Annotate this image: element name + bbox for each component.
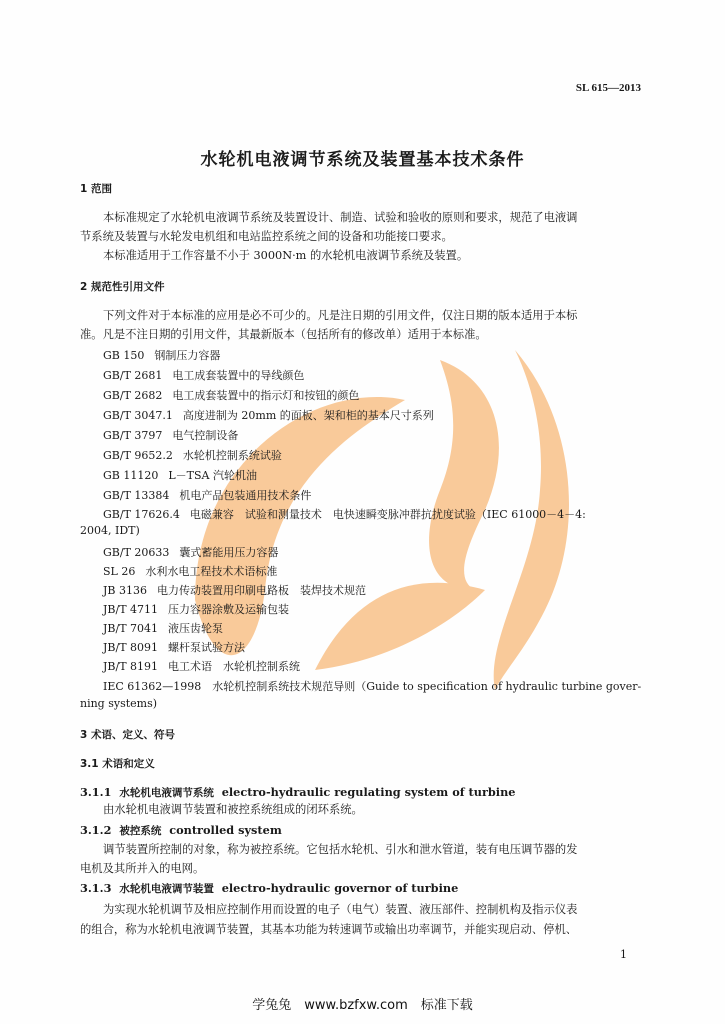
section-1-para-1a: 本标准规定了水轮机电液调节系统及装置设计、制造、试验和验收的原则和要求，规范了电液调 bbox=[103, 211, 578, 224]
section-3-1-heading: 3.1 术语和定义 bbox=[80, 758, 155, 770]
section-2-para-1a: 下列文件对于本标准的应用是必不可少的。凡是注日期的引用文件，仅注日期的版本适用于本标 bbox=[103, 309, 578, 322]
ref-item: JB/T 8091 螺杆泵试验方法 bbox=[103, 641, 246, 654]
page-title: 水轮机电液调节系统及装置基本技术条件 bbox=[200, 150, 525, 170]
site-footer: 学兔兔 www.bzfxw.com 标准下载 bbox=[252, 998, 473, 1013]
ref-item: GB/T 2682 电工成套装置中的指示灯和按钮的颜色 bbox=[103, 389, 360, 402]
ref-item-iec: IEC 61362—1998 水轮机控制系统技术规范导则（Guide to specification of hydraulic turbine gover- bbox=[103, 680, 642, 693]
term-3-1-2-definition-b: 电机及其所并入的电网。 bbox=[80, 862, 205, 875]
section-1-para-2: 本标准适用于工作容量不小于 3000N·m 的水轮机电液调节系统及装置。 bbox=[103, 249, 469, 262]
ref-item: GB 11120 L－TSA 汽轮机油 bbox=[103, 469, 257, 482]
section-2-para-1b: 准。凡是不注日期的引用文件，其最新版本（包括所有的修改单）适用于本标准。 bbox=[80, 328, 487, 341]
ref-item: JB 3136 电力传动装置用印刷电路板 装焊技术规范 bbox=[103, 584, 366, 597]
ref-item: JB/T 8191 电工术语 水轮机控制系统 bbox=[103, 660, 301, 673]
ref-item: SL 26 水利水电工程技术术语标准 bbox=[103, 565, 278, 578]
ref-item: GB/T 2681 电工成套装置中的导线颜色 bbox=[103, 369, 305, 382]
page-number: 1 bbox=[620, 948, 627, 961]
term-3-1-3-definition-b: 的组合，称为水轮机电液调节装置，其基本功能为转速调节或输出功率调节，并能实现启动、停机、 bbox=[80, 923, 578, 936]
ref-item: JB/T 4711 压力容器涂敷及运输包装 bbox=[103, 603, 290, 616]
standard-code: SL 615—2013 bbox=[575, 82, 641, 94]
ref-item: GB/T 20633 囊式蓄能用压力容器 bbox=[103, 546, 279, 559]
term-3-1-1-definition: 由水轮机电液调节装置和被控系统组成的闭环系统。 bbox=[103, 803, 363, 816]
ref-item: GB/T 3797 电气控制设备 bbox=[103, 429, 239, 442]
ref-item: GB 150 钢制压力容器 bbox=[103, 349, 221, 362]
ref-item: GB/T 17626.4 电磁兼容 试验和测量技术 电快速瞬变脉冲群抗扰度试验（IEC 61000－4－4: bbox=[103, 508, 586, 521]
term-3-1-2: 3.1.2 被控系统 controlled system bbox=[80, 823, 282, 837]
section-3-heading: 3 术语、定义、符号 bbox=[80, 729, 175, 741]
term-3-1-2-definition-a: 调节装置所控制的对象，称为被控系统。它包括水轮机、引水和泄水管道，装有电压调节器的发 bbox=[103, 843, 578, 856]
ref-item: GB/T 9652.2 水轮机控制系统试验 bbox=[103, 449, 282, 462]
section-2-heading: 2 规范性引用文件 bbox=[80, 281, 165, 293]
ref-item-continuation: 2004, IDT) bbox=[80, 524, 140, 537]
ref-item-iec-continuation: ning systems) bbox=[80, 697, 158, 710]
section-1-heading: 1 范围 bbox=[80, 183, 112, 195]
term-3-1-3-definition-a: 为实现水轮机调节及相应控制作用而设置的电子（电气）装置、液压部件、控制机构及指示仪表 bbox=[103, 903, 578, 916]
ref-item: GB/T 13384 机电产品包装通用技术条件 bbox=[103, 489, 312, 502]
term-3-1-3: 3.1.3 水轮机电液调节装置 electro-hydraulic governor of turbine bbox=[80, 881, 459, 895]
section-1-para-1b: 节系统及装置与水轮发电机组和电站监控系统之间的设备和功能接口要求。 bbox=[80, 230, 453, 243]
term-3-1-1: 3.1.1 水轮机电液调节系统 electro-hydraulic regulating system of turbine bbox=[80, 785, 516, 799]
ref-item: JB/T 7041 液压齿轮泵 bbox=[103, 622, 224, 635]
ref-item: GB/T 3047.1 高度进制为 20mm 的面板、架和柜的基本尺寸系列 bbox=[103, 409, 434, 422]
